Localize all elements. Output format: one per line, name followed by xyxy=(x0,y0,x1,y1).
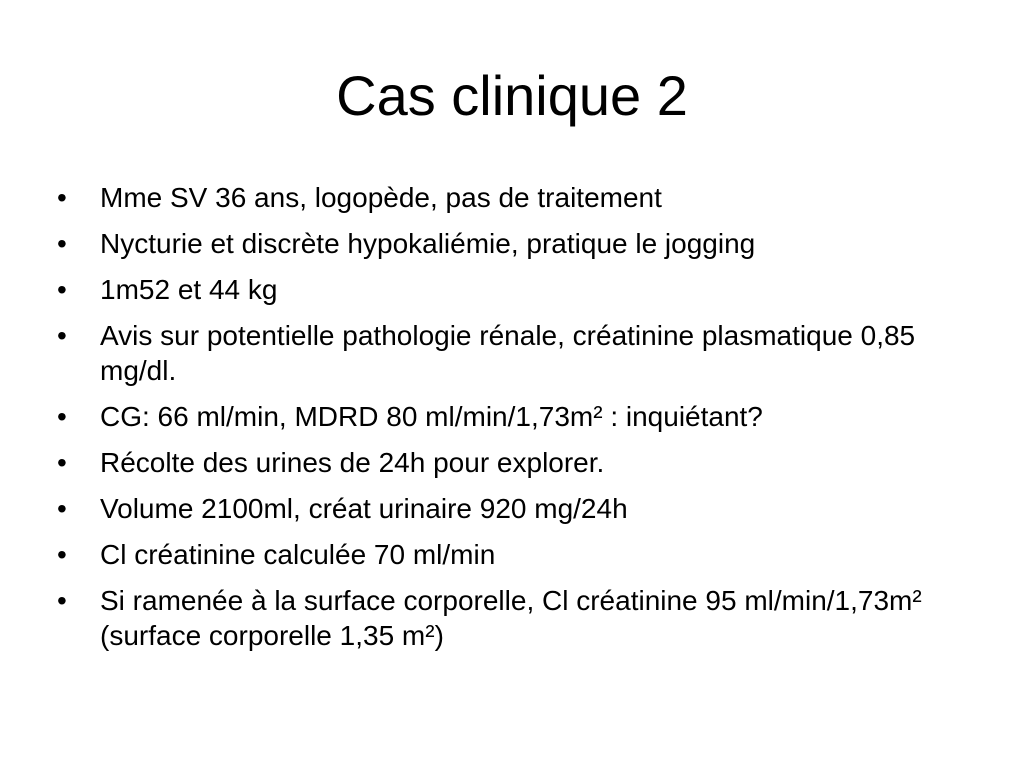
bullet-marker: • xyxy=(57,182,67,213)
bullet-item xyxy=(57,180,957,215)
bullet-item xyxy=(57,445,957,480)
bullet-item xyxy=(57,399,957,434)
bullet-text: Cl créatinine calculée 70 ml/min xyxy=(100,539,496,570)
bullet-marker: • xyxy=(57,585,67,616)
bullet-text: Avis sur potentielle pathologie rénale, créatinine plasmatique 0,85 mg/dl. xyxy=(100,320,916,386)
bullet-item xyxy=(57,318,957,388)
bullet-marker: • xyxy=(57,274,67,305)
bullet-text: Nycturie et discrète hypokaliémie, pratique le jogging xyxy=(100,228,756,259)
bullet-marker: • xyxy=(57,447,67,478)
bullet-marker: • xyxy=(57,228,67,259)
slide-title: Cas clinique 2 xyxy=(336,64,688,127)
bullet-marker: • xyxy=(57,539,67,570)
bullet-text: Récolte des urines de 24h pour explorer. xyxy=(100,447,605,478)
bullet-marker: • xyxy=(57,401,67,432)
bullet-text: Mme SV 36 ans, logopède, pas de traitement xyxy=(100,182,662,213)
bullet-marker: • xyxy=(57,320,67,351)
bullet-list xyxy=(57,180,957,664)
bullet-item xyxy=(57,226,957,261)
bullet-text: Volume 2100ml, créat urinaire 920 mg/24h xyxy=(100,493,628,524)
bullet-item xyxy=(57,272,957,307)
bullet-item xyxy=(57,583,957,653)
bullet-text: 1m52 et 44 kg xyxy=(100,274,278,305)
bullet-item xyxy=(57,491,957,526)
bullet-text: CG: 66 ml/min, MDRD 80 ml/min/1,73m² : inquiétant? xyxy=(100,401,763,432)
bullet-marker: • xyxy=(57,493,67,524)
bullet-text: Si ramenée à la surface corporelle, Cl créatinine 95 ml/min/1,73m² (surface corporelle 1,35 m²) xyxy=(100,585,922,651)
bullet-item xyxy=(57,537,957,572)
